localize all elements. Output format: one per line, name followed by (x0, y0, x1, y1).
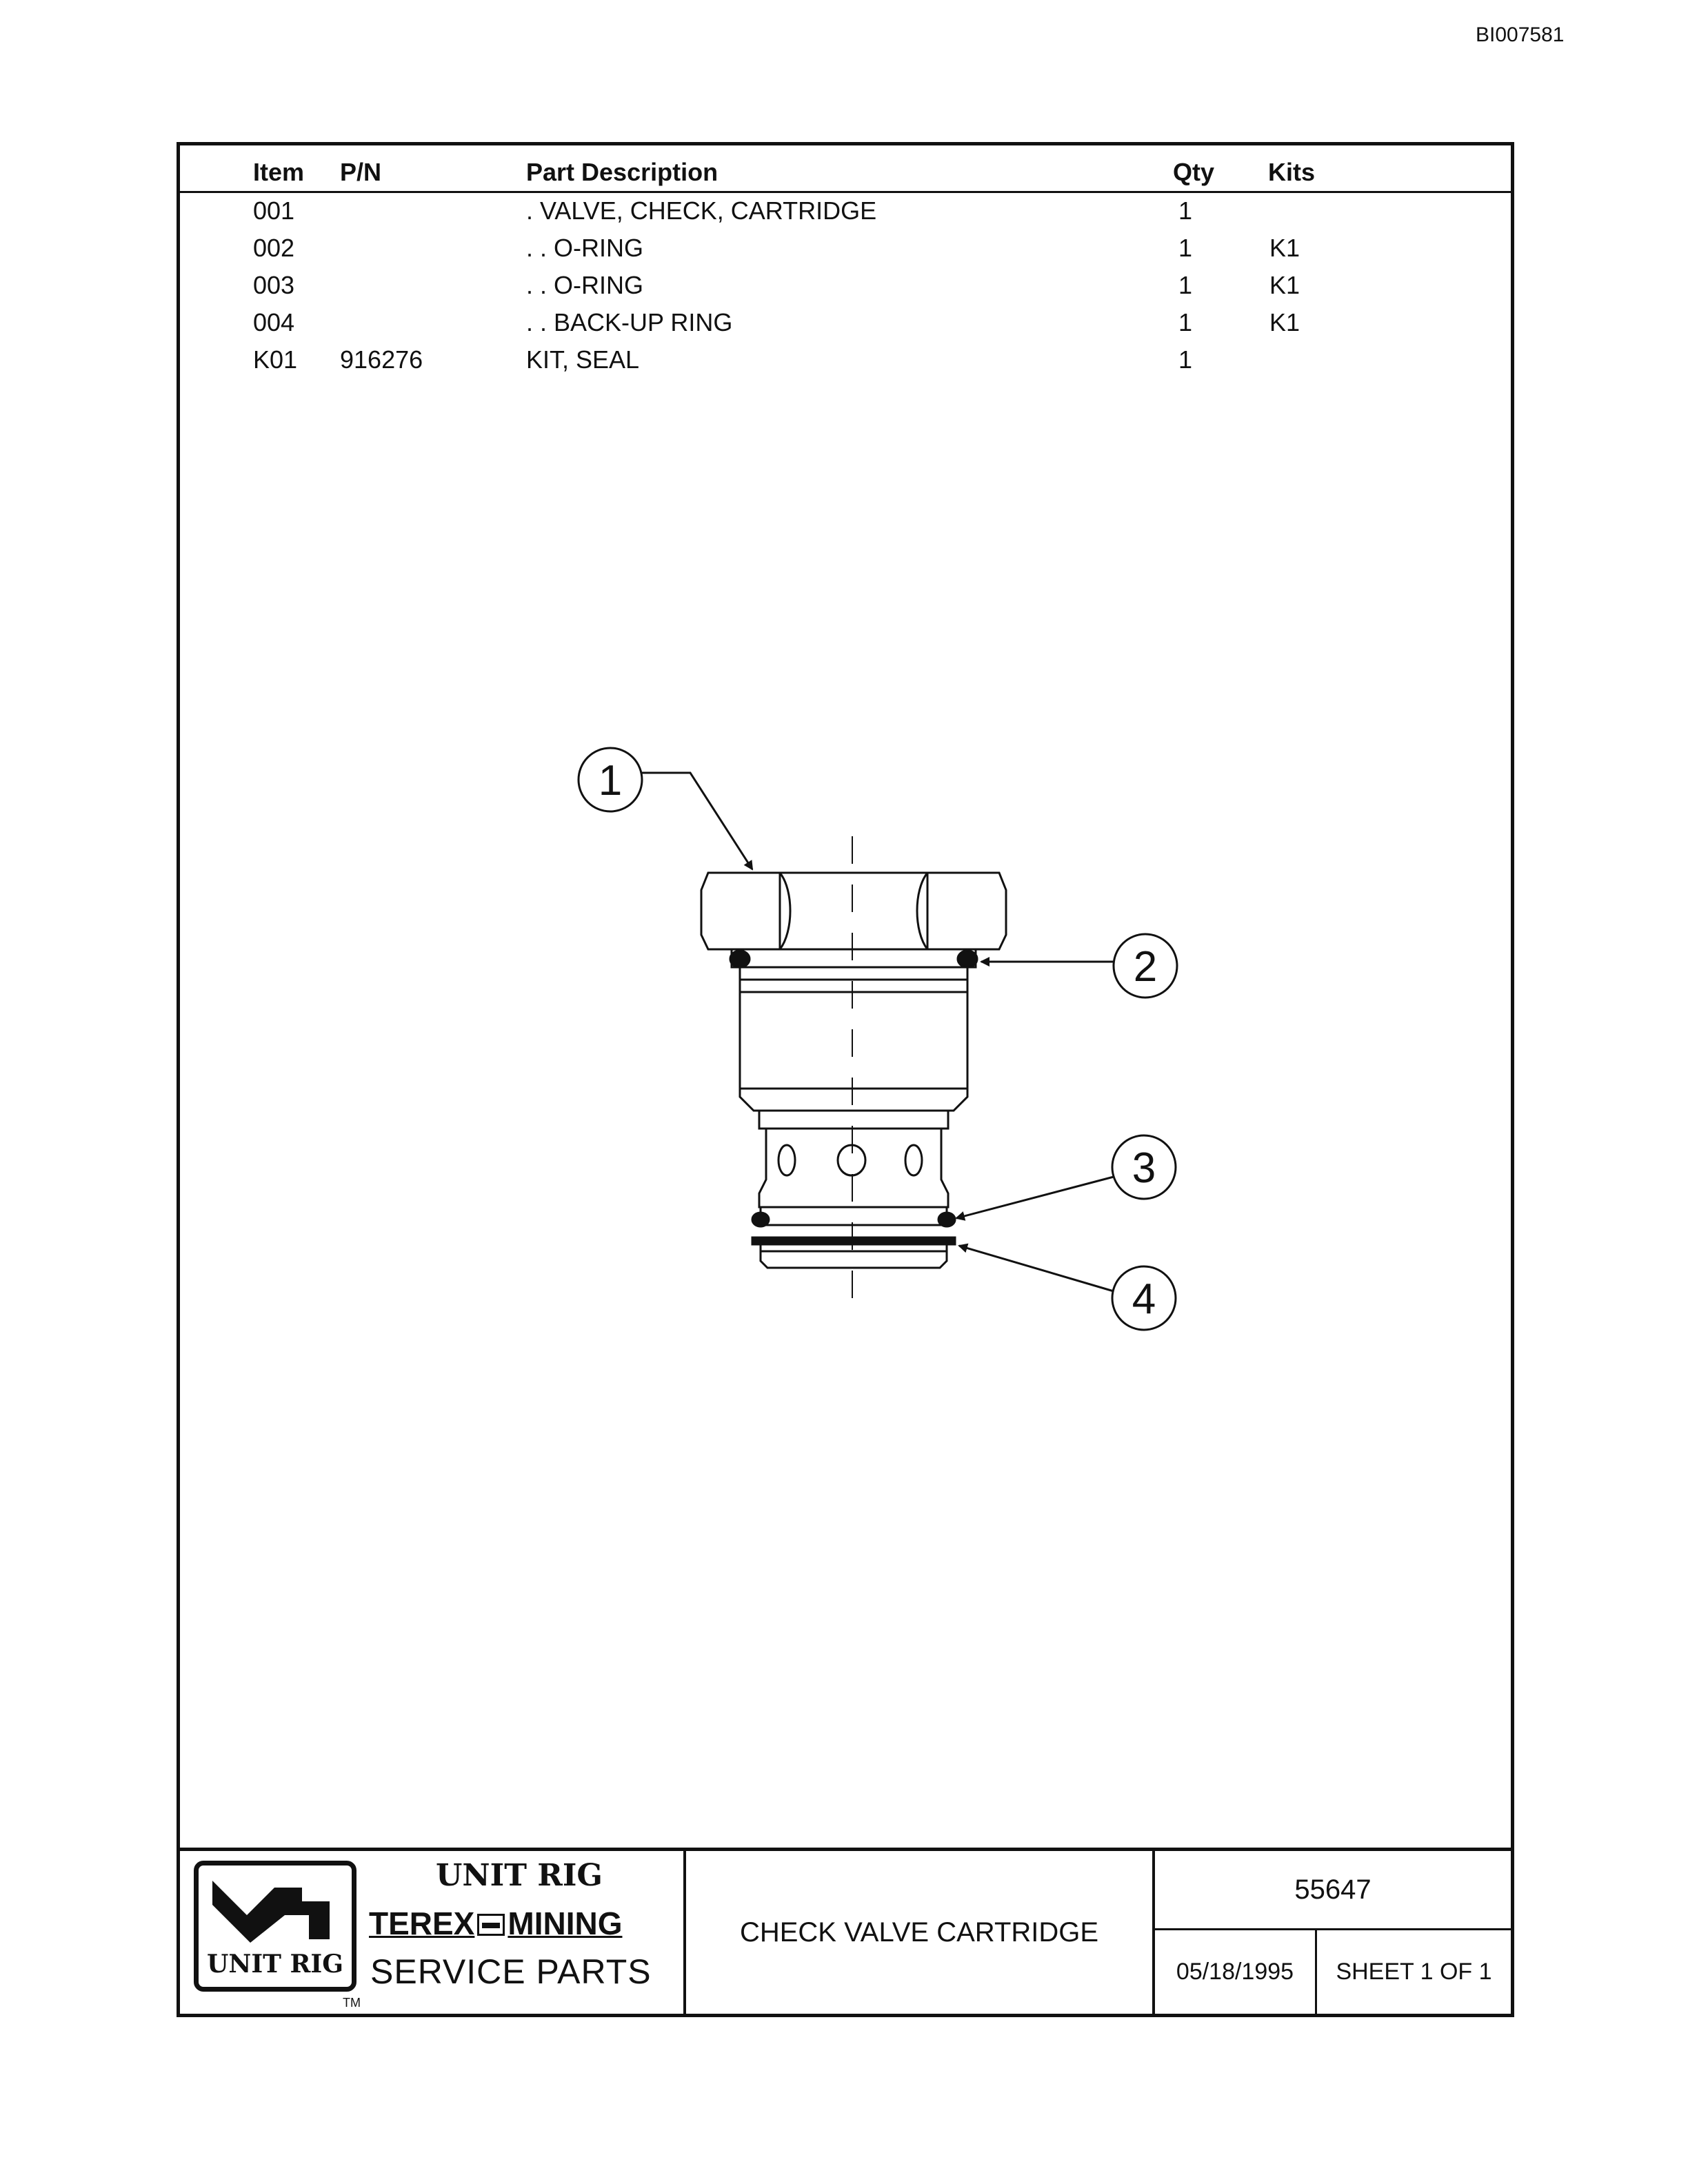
row-qty: 1 (1178, 345, 1193, 374)
row-qty: 1 (1178, 196, 1193, 225)
row-description: KIT, SEAL (526, 345, 640, 374)
row-kits: K1 (1269, 234, 1300, 262)
row-item: 002 (253, 234, 295, 262)
row-description: . . BACK-UP RING (526, 308, 733, 336)
document-id: BI007581 (1476, 23, 1565, 46)
part-number: 55647 (1155, 1851, 1511, 1930)
logo-box-label: UNIT RIG (207, 1950, 343, 1979)
row-description: . . O-RING (526, 234, 643, 262)
row-item: K01 (253, 345, 298, 374)
trademark-mark: TM (343, 1996, 361, 2010)
brand-mining: MINING (508, 1905, 623, 1941)
row-description: . VALVE, CHECK, CARTRIDGE (526, 196, 877, 225)
svg-text:2: 2 (1133, 943, 1158, 991)
brand-terex: TEREX (369, 1905, 475, 1941)
header-pn: P/N (340, 158, 382, 186)
row-qty: 1 (1178, 271, 1193, 299)
callout-1 (579, 748, 752, 869)
valve-body (701, 836, 1006, 1311)
svg-text:4: 4 (1132, 1275, 1156, 1323)
brand-service-parts: SERVICE PARTS (370, 1952, 652, 1991)
callout-4 (959, 1246, 1176, 1330)
row-kits: K1 (1269, 271, 1300, 299)
title-block (180, 1848, 1511, 2014)
svg-text:1: 1 (598, 757, 623, 805)
title-block-info (1155, 1851, 1511, 2014)
callout-2 (981, 934, 1177, 998)
row-item: 004 (253, 308, 295, 336)
row-qty: 1 (1178, 234, 1193, 262)
row-kits: K1 (1269, 308, 1300, 336)
check-valve-drawing (180, 145, 1511, 1848)
header-qty: Qty (1173, 158, 1215, 186)
row-pn: 916276 (340, 345, 423, 374)
sheet-number: SHEET 1 OF 1 (1336, 1959, 1492, 1985)
drawing-frame (177, 142, 1514, 2017)
company-logo-block (180, 1851, 686, 2014)
brand-unit-rig: UNIT RIG (436, 1858, 603, 1893)
header-kits: Kits (1268, 158, 1316, 186)
drawing-date: 05/18/1995 (1155, 1930, 1317, 2014)
unit-rig-logo (194, 1861, 356, 1992)
row-item: 003 (253, 271, 295, 299)
header-item: Item (253, 158, 305, 186)
svg-text:3: 3 (1132, 1144, 1156, 1192)
unit-rig-emblem-icon (199, 1874, 352, 1950)
row-qty: 1 (1178, 308, 1193, 336)
brand-terex-mining (369, 1905, 672, 1942)
row-item: 001 (253, 196, 295, 225)
callout-3 (956, 1135, 1176, 1218)
drawing-title: CHECK VALVE CARTRIDGE (686, 1851, 1155, 2014)
terex-emblem-icon (477, 1914, 505, 1936)
row-description: . . O-RING (526, 271, 643, 299)
header-description: Part Description (526, 158, 719, 186)
